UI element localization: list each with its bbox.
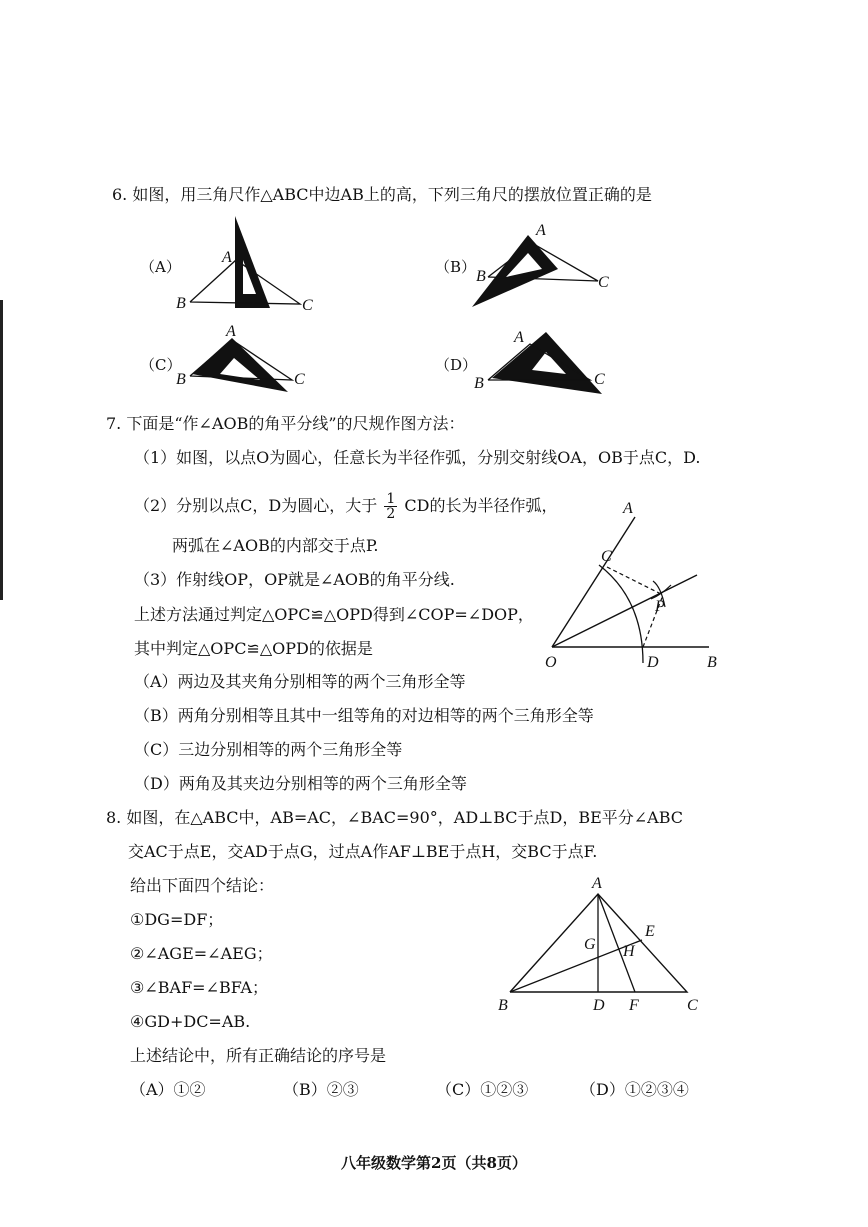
q7-ray-op	[552, 575, 697, 647]
q8-figure	[495, 872, 715, 1022]
q8-line3: 给出下面四个结论：	[130, 876, 275, 895]
q6b-label-b: B	[476, 268, 486, 285]
q7-step2-pre: （2）分别以点C，D为圆心，大于	[134, 496, 378, 515]
q7-figure	[535, 495, 735, 680]
q8-option-c: （C）①②③	[436, 1080, 529, 1099]
q8-ask: 上述结论中，所有正确结论的序号是	[130, 1046, 387, 1065]
q6c-label-a: A	[226, 323, 236, 340]
q6-figure-c	[170, 320, 330, 400]
scan-edge-mark	[0, 300, 3, 600]
q8-label-b: B	[498, 997, 508, 1014]
q6d-label-a: A	[514, 329, 524, 346]
q6c-label-c: C	[294, 371, 305, 388]
q6b-label-a: A	[536, 222, 546, 239]
q7-ray-oa	[552, 517, 635, 647]
q7-label-b: B	[707, 654, 717, 671]
q8-label-h: H	[623, 943, 635, 960]
q7-reason2: 其中判定△OPC≌△OPD的依据是	[134, 639, 373, 658]
q6-option-c-label: （C）	[140, 356, 182, 374]
q6a-label-b: B	[176, 295, 186, 312]
q7-fraction	[384, 492, 397, 521]
q7-option-b: （B）两角分别相等且其中一组等角的对边相等的两个三角形全等	[134, 706, 594, 725]
q6-figure-d	[470, 322, 630, 402]
q7-step3: （3）作射线OP，OP就是∠AOB的角平分线.	[134, 570, 455, 589]
q8-line1	[106, 808, 683, 828]
q8-label-g: G	[584, 936, 596, 953]
q6-option-a-label: （A）	[140, 258, 181, 276]
q7-reason1: 上述方法通过判定△OPC≌△OPD得到∠COP=∠DOP，	[134, 605, 534, 624]
q6-figure-a	[170, 210, 340, 320]
q6b-label-c: C	[598, 274, 609, 291]
q6-option-b-label: （B）	[435, 258, 477, 276]
q6c-label-b: B	[176, 371, 186, 388]
q8-option-a: （A）①②	[130, 1080, 206, 1099]
q6d-label-b: B	[474, 375, 484, 392]
q7-option-c: （C）三边分别相等的两个三角形全等	[134, 740, 403, 759]
q8-line2: 交AC于点E，交AD于点G，过点A作AF⊥BE于点H，交BC于点F.	[128, 842, 598, 861]
q6-figure-b	[470, 215, 630, 315]
q8-conclusion-2: ②∠AGE=∠AEG；	[130, 944, 273, 963]
q6-number: 6.	[112, 185, 128, 204]
q7-step2-post: CD的长为半径作弧，	[404, 496, 558, 515]
q7-option-d: （D）两角及其夹边分别相等的两个三角形全等	[134, 774, 467, 793]
q6a-label-c: C	[302, 297, 313, 314]
q8-number: 8.	[106, 808, 122, 827]
q8-conclusion-4: ④GD+DC=AB.	[130, 1012, 251, 1031]
q8-label-e: E	[645, 923, 655, 940]
q6-stem-text: 如图，用三角尺作△ABC中边AB上的高，下列三角尺的摆放位置正确的是	[132, 185, 652, 204]
q8-label-f: F	[629, 997, 639, 1014]
q6a-label-a: A	[222, 249, 232, 266]
q8-line1-text: 如图，在△ABC中，AB=AC，∠BAC=90°，AD⊥BC于点D，BE平分∠ABC	[126, 808, 684, 827]
q8-conclusion-1: ①DG=DF；	[130, 910, 224, 929]
q7-number: 7.	[106, 414, 122, 433]
q8-label-a: A	[592, 875, 602, 892]
q8-option-d: （D）①②③④	[580, 1080, 689, 1099]
q7-label-c: C	[601, 548, 612, 565]
q7-fraction-denominator: 2	[386, 506, 396, 522]
q7-step2-line2: 两弧在∠AOB的内部交于点P.	[172, 536, 379, 555]
q7-label-p: P	[655, 598, 665, 615]
q7-stem-text: 下面是“作∠AOB的角平分线”的尺规作图方法：	[126, 414, 465, 433]
q8-label-c: C	[687, 997, 698, 1014]
q8-option-b: （B）②③	[283, 1080, 359, 1099]
q7-step1: （1）如图，以点O为圆心，任意长为半径作弧，分别交射线OA，OB于点C，D.	[134, 448, 701, 467]
q7-stem	[106, 414, 465, 434]
q7-label-o: O	[545, 654, 557, 671]
q7-arc-cd	[599, 565, 643, 663]
q7-label-d: D	[647, 654, 659, 671]
q7-step2	[134, 492, 557, 521]
q6-stem	[112, 185, 652, 205]
q8-label-d: D	[593, 997, 605, 1014]
q6d-label-c: C	[594, 371, 605, 388]
page-footer: 八年级数学第2页（共8页）	[341, 1154, 527, 1172]
q6-option-d-label: （D）	[435, 356, 478, 374]
q7-option-a: （A）两边及其夹角分别相等的两个三角形全等	[134, 672, 466, 691]
q8-conclusion-3: ③∠BAF=∠BFA；	[130, 978, 269, 997]
q6a-set-square	[235, 216, 270, 308]
q7-label-a: A	[623, 500, 633, 517]
q7-fraction-numerator: 1	[386, 491, 396, 507]
